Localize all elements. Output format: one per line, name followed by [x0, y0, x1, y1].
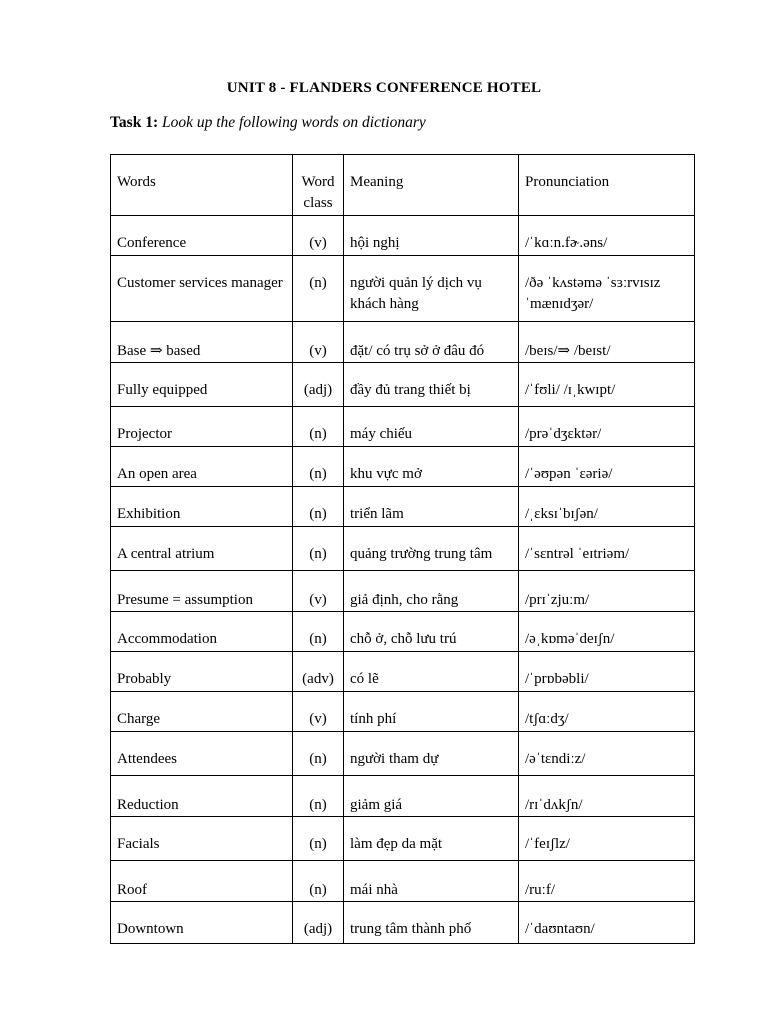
word-class-cell: (adj): [293, 363, 344, 407]
word-class-cell: (n): [293, 407, 344, 447]
word-cell: Accommodation: [111, 612, 293, 652]
meaning-cell: trung tâm thành phố: [344, 902, 519, 944]
header-pronunciation: Pronunciation: [519, 155, 695, 216]
pronunciation-cell: /ˈəʊpən ˈɛəriə/: [519, 447, 695, 487]
table-row: [111, 692, 695, 732]
meaning-cell: khu vực mở: [344, 447, 519, 487]
meaning-cell: hội nghị: [344, 216, 519, 256]
meaning-cell: chỗ ở, chỗ lưu trú: [344, 612, 519, 652]
meaning-cell: người quản lý dịch vụ khách hàng: [344, 256, 519, 322]
pronunciation-cell: /ˈfʊli/ /ɪˌkwɪpt/: [519, 363, 695, 407]
table-row: [111, 652, 695, 692]
word-cell: Probably: [111, 652, 293, 692]
meaning-cell: máy chiếu: [344, 407, 519, 447]
meaning-cell: người tham dự: [344, 732, 519, 776]
vocabulary-table: [110, 154, 695, 944]
word-cell: Downtown: [111, 902, 293, 944]
word-class-cell: (n): [293, 817, 344, 861]
table-row: [111, 216, 695, 256]
pronunciation-cell: /tʃɑːdʒ/: [519, 692, 695, 732]
header-word-class: Word class: [293, 155, 344, 216]
meaning-cell: giả định, cho rằng: [344, 571, 519, 612]
word-class-cell: (v): [293, 322, 344, 363]
table-row: [111, 817, 695, 861]
header-words: Words: [111, 155, 293, 216]
word-cell: Conference: [111, 216, 293, 256]
pronunciation-cell: /rɪˈdʌkʃn/: [519, 776, 695, 817]
table-row: [111, 732, 695, 776]
word-cell: Charge: [111, 692, 293, 732]
table-row: [111, 487, 695, 527]
word-cell: A central atrium: [111, 527, 293, 571]
meaning-cell: mái nhà: [344, 861, 519, 902]
pronunciation-cell: /ðə ˈkʌstəmə ˈsɜːrvɪsɪz ˈmænɪdʒər/: [519, 256, 695, 322]
meaning-cell: quảng trường trung tâm: [344, 527, 519, 571]
header-meaning: Meaning: [344, 155, 519, 216]
table-row: [111, 322, 695, 363]
word-cell: Fully equipped: [111, 363, 293, 407]
word-cell: Roof: [111, 861, 293, 902]
pronunciation-cell: /ˈkɑːn.fɚ.əns/: [519, 216, 695, 256]
word-cell: Reduction: [111, 776, 293, 817]
pronunciation-cell: /ˈprɒbəbli/: [519, 652, 695, 692]
table-row: [111, 256, 695, 322]
word-cell: Customer services manager: [111, 256, 293, 322]
meaning-cell: làm đẹp da mặt: [344, 817, 519, 861]
word-class-cell: (v): [293, 216, 344, 256]
page-title: UNIT 8 - FLANDERS CONFERENCE HOTEL: [226, 80, 542, 96]
pronunciation-cell: /beɪs/⇒ /beɪst/: [519, 322, 695, 363]
meaning-cell: có lẽ: [344, 652, 519, 692]
word-class-cell: (n): [293, 861, 344, 902]
pronunciation-cell: /prəˈdʒɛktər/: [519, 407, 695, 447]
task-label: Task 1:: [110, 114, 159, 131]
task-instruction: [110, 114, 426, 132]
table-row: [111, 612, 695, 652]
word-cell: Attendees: [111, 732, 293, 776]
word-cell: An open area: [111, 447, 293, 487]
word-class-cell: (n): [293, 732, 344, 776]
word-class-cell: (n): [293, 256, 344, 322]
word-class-cell: (n): [293, 612, 344, 652]
word-class-cell: (v): [293, 692, 344, 732]
pronunciation-cell: /ˈfeɪʃlz/: [519, 817, 695, 861]
table-row: [111, 407, 695, 447]
table-row: [111, 861, 695, 902]
meaning-cell: đặt/ có trụ sở ở đâu đó: [344, 322, 519, 363]
word-cell: Presume = assumption: [111, 571, 293, 612]
word-class-cell: (v): [293, 571, 344, 612]
table-row: [111, 527, 695, 571]
word-class-cell: (n): [293, 776, 344, 817]
word-cell: Base ⇒ based: [111, 322, 293, 363]
pronunciation-cell: /ruːf/: [519, 861, 695, 902]
word-class-cell: (adv): [293, 652, 344, 692]
word-cell: Exhibition: [111, 487, 293, 527]
pronunciation-cell: /əˈtɛndiːz/: [519, 732, 695, 776]
pronunciation-cell: /prɪˈzjuːm/: [519, 571, 695, 612]
word-class-cell: (n): [293, 527, 344, 571]
table-row: [111, 571, 695, 612]
table-header-row: [111, 155, 695, 216]
pronunciation-cell: /ˌɛksɪˈbɪʃən/: [519, 487, 695, 527]
pronunciation-cell: /ˈdaʊntaʊn/: [519, 902, 695, 944]
table-row: [111, 363, 695, 407]
pronunciation-cell: /əˌkɒməˈdeɪʃn/: [519, 612, 695, 652]
pronunciation-cell: /ˈsɛntrəl ˈeɪtriəm/: [519, 527, 695, 571]
table-row: [111, 776, 695, 817]
meaning-cell: giảm giá: [344, 776, 519, 817]
word-class-cell: (n): [293, 487, 344, 527]
word-class-cell: (n): [293, 447, 344, 487]
task-text: Look up the following words on dictionary: [161, 114, 426, 131]
meaning-cell: triển lãm: [344, 487, 519, 527]
table-row: [111, 447, 695, 487]
word-cell: Facials: [111, 817, 293, 861]
meaning-cell: tính phí: [344, 692, 519, 732]
word-class-cell: (adj): [293, 902, 344, 944]
meaning-cell: đầy đủ trang thiết bị: [344, 363, 519, 407]
table-row: [111, 902, 695, 944]
word-cell: Projector: [111, 407, 293, 447]
